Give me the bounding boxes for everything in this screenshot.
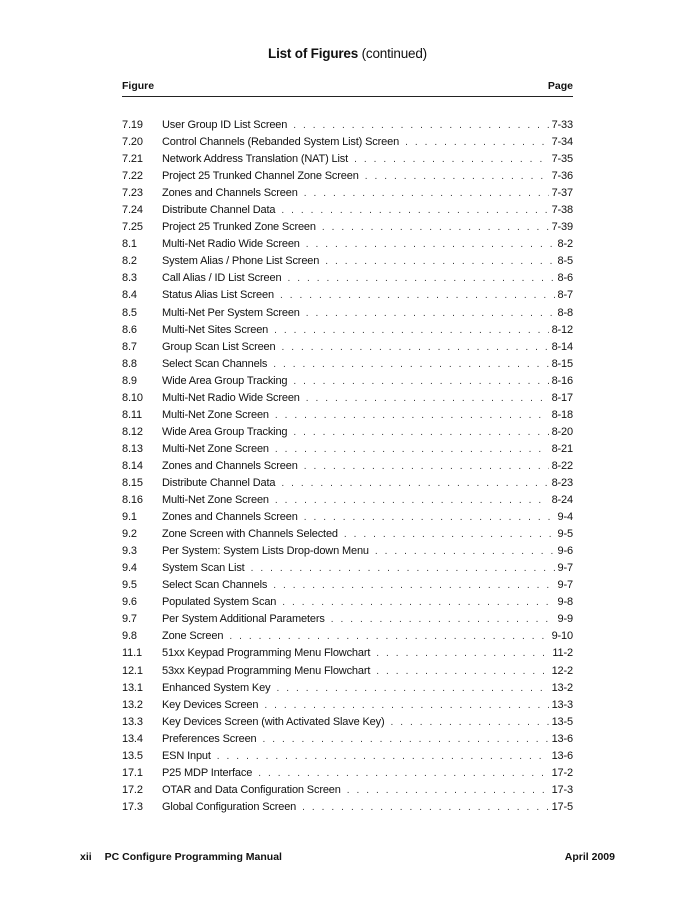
figure-entry[interactable] [122,341,573,358]
figure-entry[interactable] [122,528,573,545]
figure-title: Group Scan List Screen [162,340,276,353]
page-title [0,46,695,61]
figure-page: 9-8 [557,596,573,609]
figure-number: 8.3 [122,272,137,285]
figure-title: Control Channels (Rebanded System List) Screen [162,136,400,149]
figure-entry[interactable] [122,221,573,238]
dot-leader [376,648,549,659]
column-header-page: Page [547,80,573,92]
figure-entry[interactable] [122,375,573,392]
dot-leader [264,700,548,711]
footer-date: April 2009 [564,851,615,863]
figure-page: 9-4 [557,511,573,524]
figure-page: 7-34 [551,136,573,149]
dot-leader [281,205,548,216]
figure-entry[interactable] [122,324,573,341]
figure-title: Multi-Net Zone Screen [162,494,269,507]
figure-number: 8.1 [122,238,137,251]
figure-title: Select Scan Channels [162,579,268,592]
figure-number: 8.11 [122,408,142,421]
figure-number: 7.25 [122,221,143,234]
figure-entry[interactable] [122,579,573,596]
figure-number: 9.7 [122,613,137,626]
figure-page: 7-37 [551,187,573,200]
figure-number: 12.1 [122,664,143,677]
dot-leader [280,290,555,301]
figure-page: 8-24 [551,494,573,507]
figure-number: 7.19 [122,119,143,131]
dot-leader [275,495,549,506]
figure-entry[interactable] [122,153,573,170]
figure-entry[interactable] [122,307,573,324]
dot-leader [376,666,548,677]
column-header-figure: Figure [122,80,155,92]
dot-leader [306,308,555,319]
figure-entry[interactable] [122,733,573,750]
dot-leader [274,325,548,336]
figure-page: 8-7 [557,289,573,302]
dot-leader [276,683,548,694]
figure-title: Status Alias List Screen [162,289,274,302]
figure-title: Zones and Channels Screen [162,511,298,524]
figure-number: 11.1 [122,647,142,660]
figure-number: 9.3 [122,545,137,558]
figure-number: 9.6 [122,596,137,609]
dot-leader [331,614,555,625]
dot-leader [293,427,548,438]
figure-number: 8.4 [122,289,137,302]
dot-leader [325,256,554,267]
figure-page: 8-22 [551,459,573,472]
figure-title: Project 25 Trunked Channel Zone Screen [162,170,359,183]
figure-title: Zone Screen [162,630,224,643]
figure-entry[interactable] [122,392,573,409]
figure-entry[interactable] [122,562,573,579]
figure-page: 9-5 [557,528,573,541]
figure-title: Global Configuration Screen [162,800,297,813]
figure-page: 8-5 [557,255,573,268]
figure-title: Distribute Channel Data [162,204,276,217]
figure-entry[interactable] [122,647,573,664]
figure-page: 9-10 [551,630,573,643]
figure-title: Multi-Net Sites Screen [162,323,269,336]
dot-leader [391,717,549,728]
figure-entry[interactable] [122,630,573,647]
dot-leader [251,563,555,574]
figure-title: Wide Area Group Tracking [162,374,288,387]
figure-title: 51xx Keypad Programming Menu Flowchart [162,647,371,660]
figure-number: 7.22 [122,170,143,183]
figure-page: 8-18 [551,408,573,421]
dot-leader [293,120,548,131]
figure-page: 13-2 [551,681,573,694]
figure-page: 9-6 [557,545,573,558]
figure-number: 13.2 [122,698,143,711]
figure-entry[interactable] [122,204,573,221]
figure-page: 13-5 [551,715,573,728]
figure-number: 8.2 [122,255,137,268]
figure-entry[interactable] [122,613,573,630]
figure-title: Select Scan Channels [162,357,268,370]
figure-title: Zones and Channels Screen [162,187,298,200]
figure-title: Call Alias / ID List Screen [162,272,282,285]
figure-page: 7-39 [551,221,573,234]
figure-number: 8.7 [122,340,137,353]
dot-leader [293,376,548,387]
figure-title: P25 MDP Interface [162,766,253,779]
figure-entry[interactable] [122,170,573,187]
figure-entry[interactable] [122,545,573,562]
figure-title: Multi-Net Zone Screen [162,408,269,421]
figure-number: 8.13 [122,442,143,455]
figure-entry[interactable] [122,750,573,767]
figure-title: Enhanced System Key [162,681,271,694]
figure-title: Wide Area Group Tracking [162,425,288,438]
figure-number: 13.3 [122,715,143,728]
figure-page: 12-2 [551,664,573,677]
figure-number: 13.1 [122,681,143,694]
figure-title: Multi-Net Per System Screen [162,306,300,319]
dot-leader [302,802,548,813]
dot-leader [347,785,549,796]
figure-entry[interactable] [122,255,573,272]
figure-title: Key Devices Screen (with Activated Slave Key) [162,715,385,728]
figure-number: 13.4 [122,732,143,745]
dot-leader [304,512,555,523]
figure-number: 7.21 [122,153,143,166]
figure-page: 7-35 [551,153,573,166]
figure-page: 8-15 [551,357,573,370]
figure-entry[interactable] [122,784,573,801]
figure-entry[interactable] [122,767,573,784]
figure-page: 8-14 [551,340,573,353]
figure-title: Preferences Screen [162,732,257,745]
dot-leader [354,154,549,165]
figure-entry[interactable] [122,187,573,204]
figure-number: 8.8 [122,357,137,370]
figure-entry[interactable] [122,238,573,255]
figure-entry[interactable] [122,443,573,460]
figure-title: Zones and Channels Screen [162,459,298,472]
figure-number: 8.5 [122,306,137,319]
figure-title: OTAR and Data Configuration Screen [162,783,341,796]
figure-title: Multi-Net Radio Wide Screen [162,238,300,251]
footer-left [80,851,282,863]
figure-entry[interactable] [122,699,573,716]
figure-page: 17-5 [551,800,573,813]
figure-page: 8-21 [551,442,573,455]
dot-leader [275,410,549,421]
figure-page: 13-3 [551,698,573,711]
figure-page: 8-12 [551,323,573,336]
figure-number: 9.4 [122,562,137,575]
figure-page: 11-2 [552,647,573,660]
dot-leader [273,580,554,591]
dot-leader [282,597,554,608]
figure-page: 7-36 [551,170,573,183]
figure-page: 9-7 [557,579,573,592]
figure-page: 13-6 [551,749,573,762]
dot-leader [344,529,555,540]
dot-leader [229,631,548,642]
figure-page: 8-8 [557,306,573,319]
figure-number: 17.2 [122,783,143,796]
figure-title: User Group ID List Screen [162,119,288,131]
figure-entry[interactable] [122,665,573,682]
figure-entry[interactable] [122,716,573,733]
figure-entry[interactable] [122,358,573,375]
dot-leader [306,239,555,250]
figure-entry[interactable] [122,136,573,153]
figure-page: 13-6 [551,732,573,745]
figure-number: 17.3 [122,800,143,813]
figure-entry[interactable] [122,460,573,477]
figure-number: 7.24 [122,204,143,217]
figure-title: Per System Additional Parameters [162,613,325,626]
dot-leader [281,342,548,353]
dot-leader [365,171,549,182]
figure-entry[interactable] [122,801,573,818]
footer-manual-title: PC Configure Programming Manual [104,851,282,863]
figure-title: Key Devices Screen [162,698,259,711]
figure-page: 9-9 [557,613,573,626]
figure-title: Per System: System Lists Drop-down Menu [162,545,369,558]
dot-leader [304,461,549,472]
dot-leader [306,393,549,404]
dot-leader [273,359,548,370]
figure-title: Populated System Scan [162,596,277,609]
figure-number: 8.9 [122,374,137,387]
figure-entry[interactable] [122,426,573,443]
figure-number: 8.15 [122,476,143,489]
figure-title: Multi-Net Radio Wide Screen [162,391,300,404]
figure-entry[interactable] [122,119,573,136]
figure-number: 8.16 [122,494,143,507]
figure-number: 8.12 [122,425,143,438]
figure-entry[interactable] [122,477,573,494]
figure-number: 8.6 [122,323,137,336]
figure-number: 9.5 [122,579,137,592]
figure-title: ESN Input [162,749,211,762]
title-bold: List of Figures [268,46,359,61]
dot-leader [217,751,549,762]
footer-page-number: xii [80,851,92,863]
figure-number: 13.5 [122,749,143,762]
figure-entry[interactable] [122,596,573,613]
figure-title: Project 25 Trunked Zone Screen [162,221,316,234]
figure-title: System Alias / Phone List Screen [162,255,320,268]
figure-entry[interactable] [122,682,573,699]
figure-number: 17.1 [122,766,143,779]
title-continued: (continued) [361,46,427,61]
figure-page: 8-2 [557,238,573,251]
figure-entry[interactable] [122,511,573,528]
dot-leader [405,137,549,148]
figure-number: 7.23 [122,187,143,200]
figure-page: 8-23 [551,476,573,489]
figure-title: Zone Screen with Channels Selected [162,528,338,541]
dot-leader [275,444,549,455]
figure-title: Network Address Translation (NAT) List [162,153,349,166]
figure-entry[interactable] [122,409,573,426]
figure-page: 8-17 [551,391,573,404]
figure-number: 9.8 [122,630,137,643]
figure-entry[interactable] [122,494,573,511]
figure-entry[interactable] [122,289,573,306]
figure-number: 8.10 [122,391,143,404]
figure-title: System Scan List [162,562,245,575]
figure-entry[interactable] [122,272,573,289]
dot-leader [281,478,548,489]
header-rule [122,96,573,97]
figure-page: 17-3 [551,783,573,796]
figure-page: 8-20 [551,425,573,438]
dot-leader [322,222,549,233]
figure-page: 7-33 [551,119,573,131]
figure-title: Distribute Channel Data [162,476,276,489]
figure-list [122,119,573,818]
figure-page: 17-2 [551,766,573,779]
dot-leader [304,188,549,199]
figure-page: 8-16 [551,374,573,387]
figure-title: 53xx Keypad Programming Menu Flowchart [162,664,371,677]
figure-number: 9.1 [122,511,137,524]
figure-title: Multi-Net Zone Screen [162,442,269,455]
figure-page: 9-7 [557,562,573,575]
figure-page: 7-38 [551,204,573,217]
figure-number: 7.20 [122,136,143,149]
figure-page: 8-6 [557,272,573,285]
dot-leader [375,546,555,557]
figure-number: 9.2 [122,528,137,541]
dot-leader [263,734,549,745]
dot-leader [258,768,548,779]
dot-leader [287,273,554,284]
figure-number: 8.14 [122,459,143,472]
